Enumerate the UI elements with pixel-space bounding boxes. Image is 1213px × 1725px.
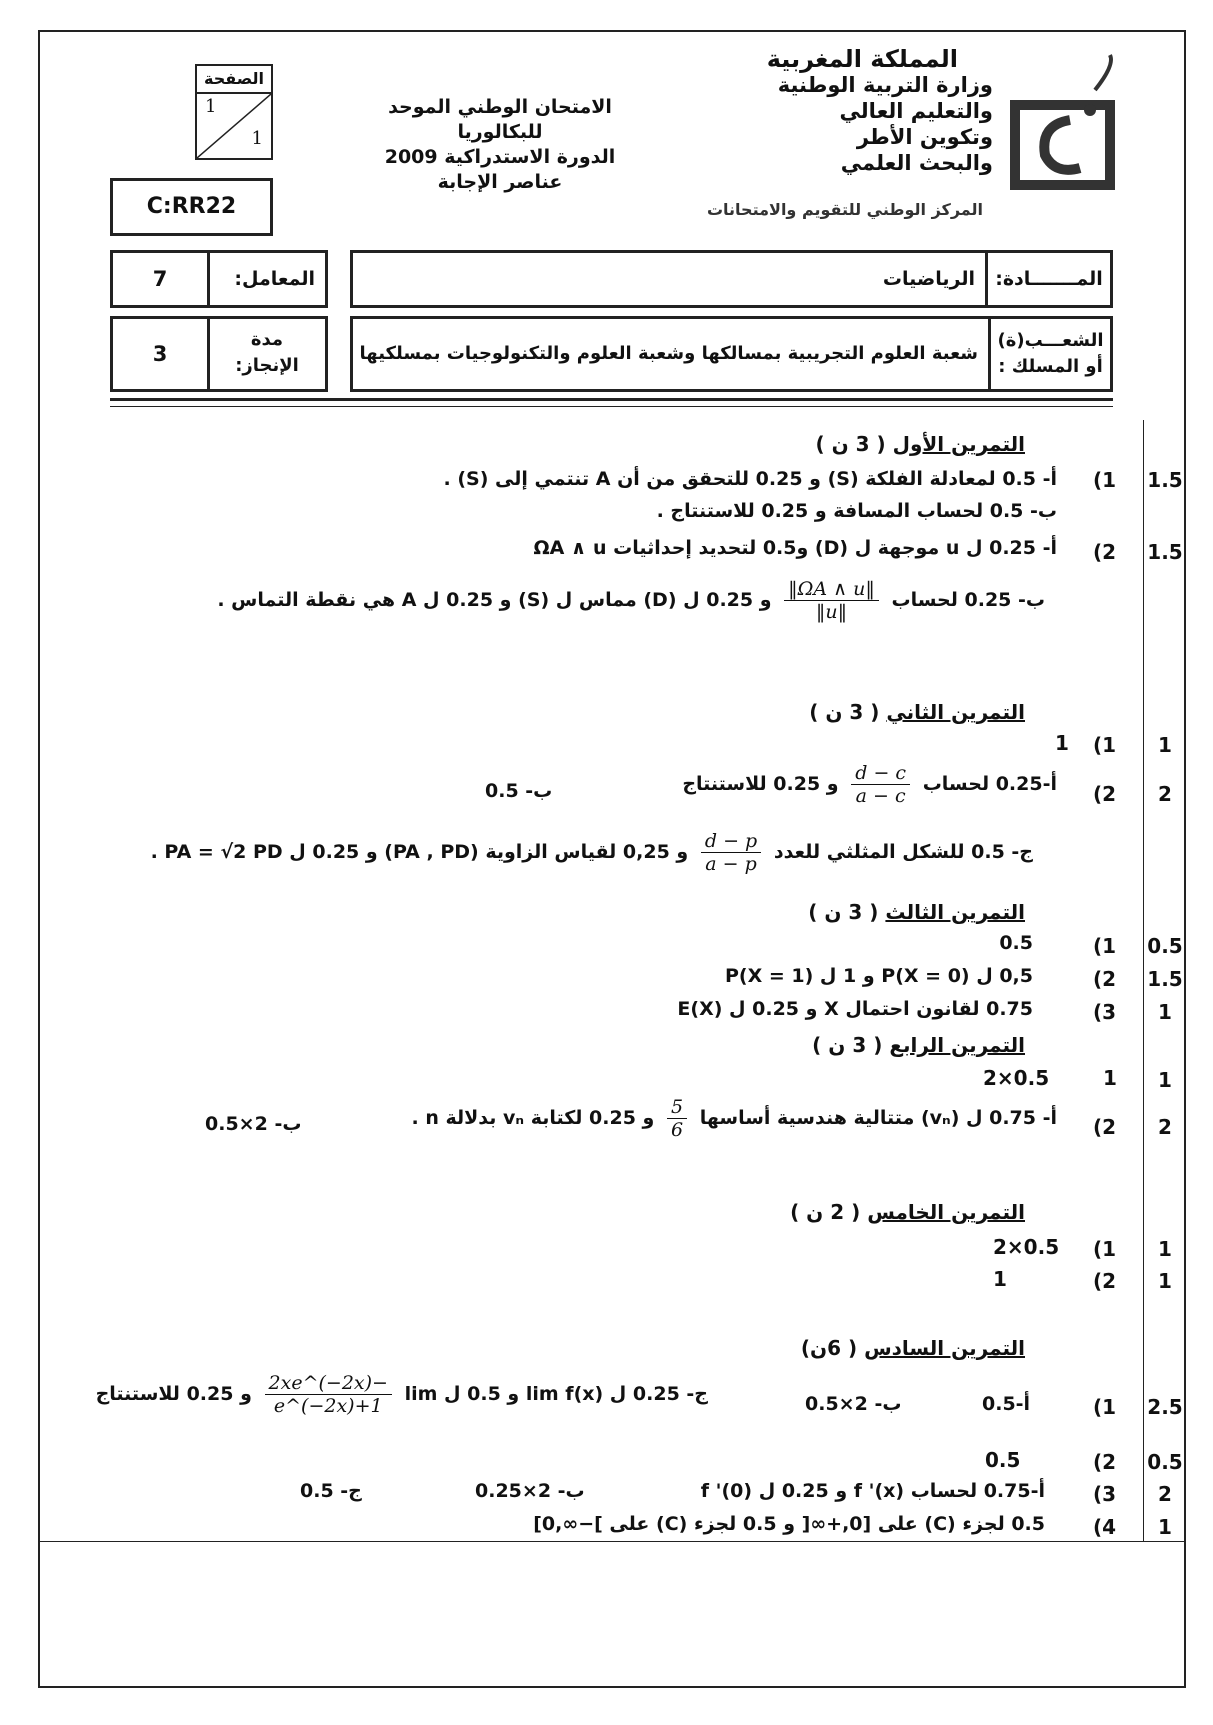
ex3-r2-score: 1.5 xyxy=(1147,967,1183,991)
ex6-title xyxy=(801,1336,1025,1360)
ex2-q1-score: 1 xyxy=(1158,733,1172,757)
ex4-q2-a-start: أ- 0.75 ل (vₙ) متتالية هندسية أساسها xyxy=(699,1107,1057,1129)
branch-box xyxy=(350,316,1113,392)
ex6-q3-b: ب- 2×0.25 xyxy=(475,1480,585,1502)
page-total: 1 xyxy=(251,128,263,149)
ex5-r2-num: (2 xyxy=(1093,1269,1117,1293)
ex3-r2-text: 0,5 ل P(X = 0) و 1 ل P(X = 1) xyxy=(724,965,1033,987)
duration-value: 3 xyxy=(113,319,210,389)
ex6-q1-c-start: ج- 0.25 ل lim f(x) و 0.5 ل lim xyxy=(404,1383,708,1405)
subject-label: المـــــــادة: xyxy=(985,253,1110,305)
ex1-q2-b-end: و 0.25 ل (D) مماس ل (S) و 0.25 ل A هي نقطة التماس . xyxy=(217,589,772,611)
branch-label-line-1: الشعـــب(ة) xyxy=(997,330,1104,351)
exam-code-box xyxy=(110,178,273,236)
ex3-title xyxy=(808,900,1025,924)
ex4-q2-a-end: و 0.25 لكتابة vₙ بدلالة n . xyxy=(411,1107,655,1129)
ex6-q1-b: ب- 2×0.5 xyxy=(805,1393,902,1415)
ex4-q2-a-bottom: 6 xyxy=(671,1119,684,1141)
ex4-q1-num: 1 xyxy=(1103,1066,1117,1090)
ex3-r1-score: 0.5 xyxy=(1147,934,1183,958)
bottom-line xyxy=(38,1541,1186,1542)
ex6-q4-text: 0.5 لجزء (C) على [0,+∞[ و 0.5 لجزء (C) على ]−∞,0] xyxy=(533,1513,1045,1535)
ex6-q1-num: (1 xyxy=(1093,1395,1117,1419)
ex6-q1-a: أ-0.5 xyxy=(982,1393,1031,1415)
ex2-q2-score: 2 xyxy=(1158,782,1172,806)
ex5-r1-text: 2×0.5 xyxy=(993,1235,1060,1259)
ex4-q2-a xyxy=(412,1096,1058,1141)
ex6-q1-c-fraction xyxy=(265,1372,392,1417)
ex6-q1-c-top: −2xe^(−2x) xyxy=(265,1372,392,1395)
exam-title-main: الامتحان الوطني الموحد للبكالوريا xyxy=(388,96,612,143)
ex2-q2-a-fraction xyxy=(851,762,910,807)
ministry-logo-icon xyxy=(1000,50,1120,200)
ex1-q2-b-bottom: ‖u‖ xyxy=(815,601,848,623)
ex3-r3-num: (3 xyxy=(1093,1000,1117,1024)
duration-label-line-1: مدة xyxy=(250,329,284,350)
ex6-q1-c-bottom: 1+e^(−2x) xyxy=(273,1395,383,1417)
ex4-q1-score: 1 xyxy=(1158,1068,1172,1092)
ex4-q2-a-fraction xyxy=(667,1096,687,1141)
ex5-r1-score: 1 xyxy=(1158,1237,1172,1261)
duration-box xyxy=(110,316,328,392)
ex5-r2-text: 1 xyxy=(993,1267,1007,1291)
header-separator xyxy=(110,398,1113,407)
subject-value: الرياضيات xyxy=(882,268,975,290)
ex2-q2-c-start: ج- 0.5 للشكل المثلثي للعدد xyxy=(773,841,1033,863)
ex6-q4-num: (4 xyxy=(1093,1515,1117,1539)
ex6-q3-num: (3 xyxy=(1093,1482,1117,1506)
ex1-q2-a: أ- 0.25 ل u موجهة ل (D) و0.5 لتحديد إحداثيات ΩA ∧ u xyxy=(533,537,1057,559)
ex6-q1-c xyxy=(96,1372,708,1417)
ex2-q1-num: (1 xyxy=(1093,733,1117,757)
ex4-title xyxy=(812,1033,1025,1057)
ex4-q2-b: ب- 2×0.5 xyxy=(205,1113,302,1135)
ex1-q2-b-top: ‖ΩA ∧ u‖ xyxy=(784,578,879,601)
ex2-q2-b: ب- 0.5 xyxy=(485,780,553,802)
ex2-q2-a-top: d − c xyxy=(851,762,910,785)
ex2-points: ( 3 ن ) xyxy=(809,700,880,724)
subject-box xyxy=(350,250,1113,308)
kingdom-title: المملكة المغربية xyxy=(766,45,958,73)
ex5-title xyxy=(790,1200,1025,1224)
ex2-q2-c-top: d − p xyxy=(701,830,761,853)
ex2-q2-c-fraction xyxy=(701,830,761,875)
coef-value: 7 xyxy=(113,253,210,305)
ex2-q2-a-end: و 0.25 للاستنتاج xyxy=(682,773,839,795)
ex5-points: ( 2 ن ) xyxy=(790,1200,861,1224)
ex6-q4-score: 1 xyxy=(1158,1515,1172,1539)
ex2-q2-num: (2 xyxy=(1093,782,1117,806)
ex3-r3-score: 1 xyxy=(1158,1000,1172,1024)
duration-label xyxy=(217,327,317,379)
ex3-r1-num: (1 xyxy=(1093,934,1117,958)
ex3-r3-text: 0.75 لقانون احتمال X و 0.25 ل E(X) xyxy=(677,998,1033,1020)
exam-session: الدورة الاستدراكية 2009 xyxy=(384,146,616,168)
ex2-title xyxy=(809,700,1025,724)
page-number-box xyxy=(195,64,273,160)
ex2-q1-val: 1 xyxy=(1055,731,1069,755)
ex1-title-text: التمرين الأول xyxy=(892,432,1025,456)
ex2-q2-c-bottom: a − p xyxy=(705,853,757,875)
score-column-line xyxy=(1143,420,1144,1542)
ex1-q1-b: ب- 0.5 لحساب المسافة و 0.25 للاستنتاج . xyxy=(656,500,1057,522)
ex3-r2-num: (2 xyxy=(1093,967,1117,991)
ex1-q1-a: أ- 0.5 لمعادلة الفلكة (S) و 0.25 للتحقق من أن A تنتمي إلى (S) . xyxy=(443,468,1057,490)
duration-label-line-2: الإنجاز: xyxy=(235,355,299,376)
ex6-q1-c-end: و 0.25 للاستنتاج xyxy=(95,1383,252,1405)
exam-title xyxy=(350,95,650,195)
ministry-line-2: والتعليم العالي xyxy=(839,99,993,123)
coef-label: المعامل: xyxy=(234,268,315,290)
page-num: 1 xyxy=(205,96,217,117)
ex4-points: ( 3 ن ) xyxy=(812,1033,883,1057)
ex4-q1-val: 2×0.5 xyxy=(983,1066,1050,1090)
ex6-q1-score: 2.5 xyxy=(1147,1395,1183,1419)
ministry-name xyxy=(663,72,993,176)
ex5-r1-num: (1 xyxy=(1093,1237,1117,1261)
ex2-title-text: التمرين الثاني xyxy=(886,700,1025,724)
ministry-line-1: وزارة التربية الوطنية xyxy=(777,73,993,97)
ex2-q2-a xyxy=(682,762,1057,807)
ex1-title xyxy=(815,432,1025,456)
branch-label-line-2: أو المسلك : xyxy=(998,356,1103,377)
ex6-title-text: التمرين السادس xyxy=(864,1336,1025,1360)
exam-subtitle: عناصر الإجابة xyxy=(437,171,563,193)
ex4-q2-a-top: 5 xyxy=(667,1096,687,1119)
evaluation-center: المركز الوطني للتقويم والامتحانات xyxy=(706,200,983,219)
ex6-q2-num: (2 xyxy=(1093,1450,1117,1474)
ex6-q2-text: 0.5 xyxy=(985,1448,1021,1472)
ex1-q2-score: 1.5 xyxy=(1147,540,1183,564)
ex4-title-text: التمرين الرابع xyxy=(889,1033,1025,1057)
ex6-q3-c: ج- 0.5 xyxy=(300,1480,362,1502)
ex5-title-text: التمرين الخامس xyxy=(867,1200,1025,1224)
ministry-line-4: والبحث العلمي xyxy=(840,151,993,175)
ex1-q2-b xyxy=(217,578,1045,623)
ex2-q2-a-bottom: a − c xyxy=(855,785,906,807)
ex1-q2-num: (2 xyxy=(1093,540,1117,564)
ex3-r1-text: 0.5 xyxy=(999,932,1033,954)
branch-label xyxy=(988,319,1110,389)
ex1-points: ( 3 ن ) xyxy=(815,432,886,456)
ex2-q2-a-start: أ-0.25 لحساب xyxy=(922,773,1057,795)
exam-code: C:RR22 xyxy=(146,194,237,219)
ex3-points: ( 3 ن ) xyxy=(808,900,879,924)
coefficient-box xyxy=(110,250,328,308)
ex4-q2-num: (2 xyxy=(1093,1115,1117,1139)
ex1-q2-b-fraction xyxy=(784,578,879,623)
ex1-q1-score: 1.5 xyxy=(1147,468,1183,492)
branch-value: شعبة العلوم التجريبية بمسالكها وشعبة العلوم والتكنولوجيات بمسلكيها xyxy=(359,343,978,364)
ex2-q2-c-end: و 0,25 لقياس الزاوية (PA , PD) و 0.25 ل PA = √2 PD . xyxy=(150,841,689,863)
ex6-points: ( 6ن) xyxy=(800,1336,858,1360)
ex1-q1-num: (1 xyxy=(1093,468,1117,492)
page-label: الصفحة xyxy=(197,66,271,94)
ministry-line-3: وتكوين الأطر xyxy=(856,125,993,149)
ex5-r2-score: 1 xyxy=(1158,1269,1172,1293)
ex1-q2-b-start: ب- 0.25 لحساب xyxy=(891,589,1045,611)
ex6-q3-a: أ-0.75 لحساب f '(x) و 0.25 ل f '(0) xyxy=(700,1480,1045,1502)
ex6-q3-score: 2 xyxy=(1158,1482,1172,1506)
ex4-q2-score: 2 xyxy=(1158,1115,1172,1139)
ex2-q2-c xyxy=(151,830,1033,875)
ex6-q2-score: 0.5 xyxy=(1147,1450,1183,1474)
ex3-title-text: التمرين الثالث xyxy=(885,900,1025,924)
